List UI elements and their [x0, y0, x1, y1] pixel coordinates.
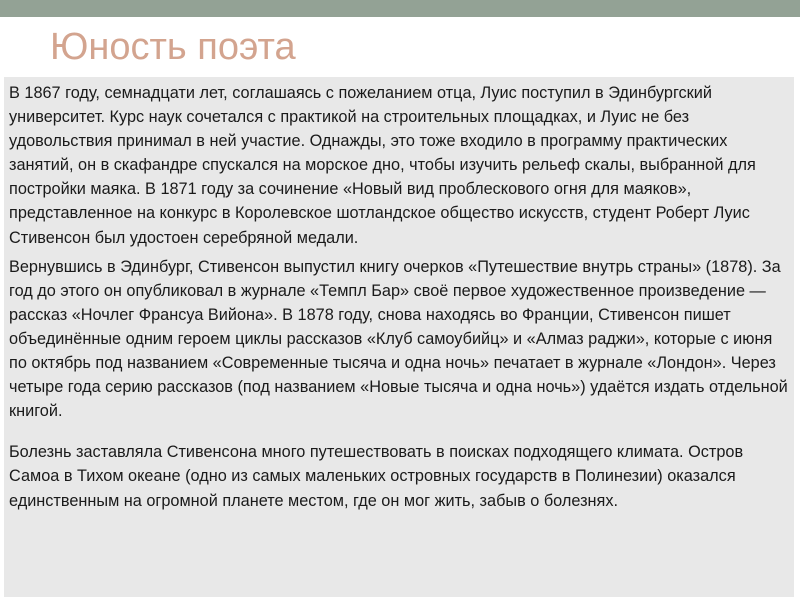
text-panel — [4, 77, 794, 597]
slide-title: Юность поэта — [50, 26, 296, 68]
paragraph-university: В 1867 году, семнадцати лет, соглашаясь с пожеланием отца, Луис поступил в Эдинбургский университет. Курс наук сочетался с практикой на строительных площадках, и Луис не без удовольствия принимал в ней участие. Однажды, это тоже входило в программу практических занятий, он в скафандре спускался на морское дно, чтобы изучить рельеф скалы, выбранной для постройки маяка. В 1871 году за сочинение «Новый вид проблескового огня для маяков», представленное на конкурс в Королевское шотландское общество искусств, студент Роберт Луис Стивенсон был удостоен серебряной медали. — [9, 84, 756, 247]
paragraph-illness: Болезнь заставляла Стивенсона много путешествовать в поисках подходящего климата. Остров Самоа в Тихом океане (одно из самых маленьких островных государств в Полинезии) оказался единственным на огромной планете местом, где он мог жить, забыв о болезнях. — [9, 443, 744, 510]
top-accent-bar — [0, 0, 800, 17]
paragraph-edinburgh: Вернувшись в Эдинбург, Стивенсон выпустил книгу очерков «Путешествие внутрь страны» (1878). За год до этого он опубликовал в журнале «Темпл Бар» своё первое художественное произведение — рассказ «Ночлег Франсуа Вийона». В 1878 году, снова находясь во Франции, Стивенсон пишет объединённые одним героем циклы рассказов «Клуб самоубийц» и «Алмаз раджи», которые с июня по октябрь под названием «Современные тысяча и одна ночь» печатает в журнале «Лондон». Через четыре года серию рассказов (под названием «Новые тысяча и одна ночь») удаётся издать отдельной книгой. — [9, 257, 788, 421]
